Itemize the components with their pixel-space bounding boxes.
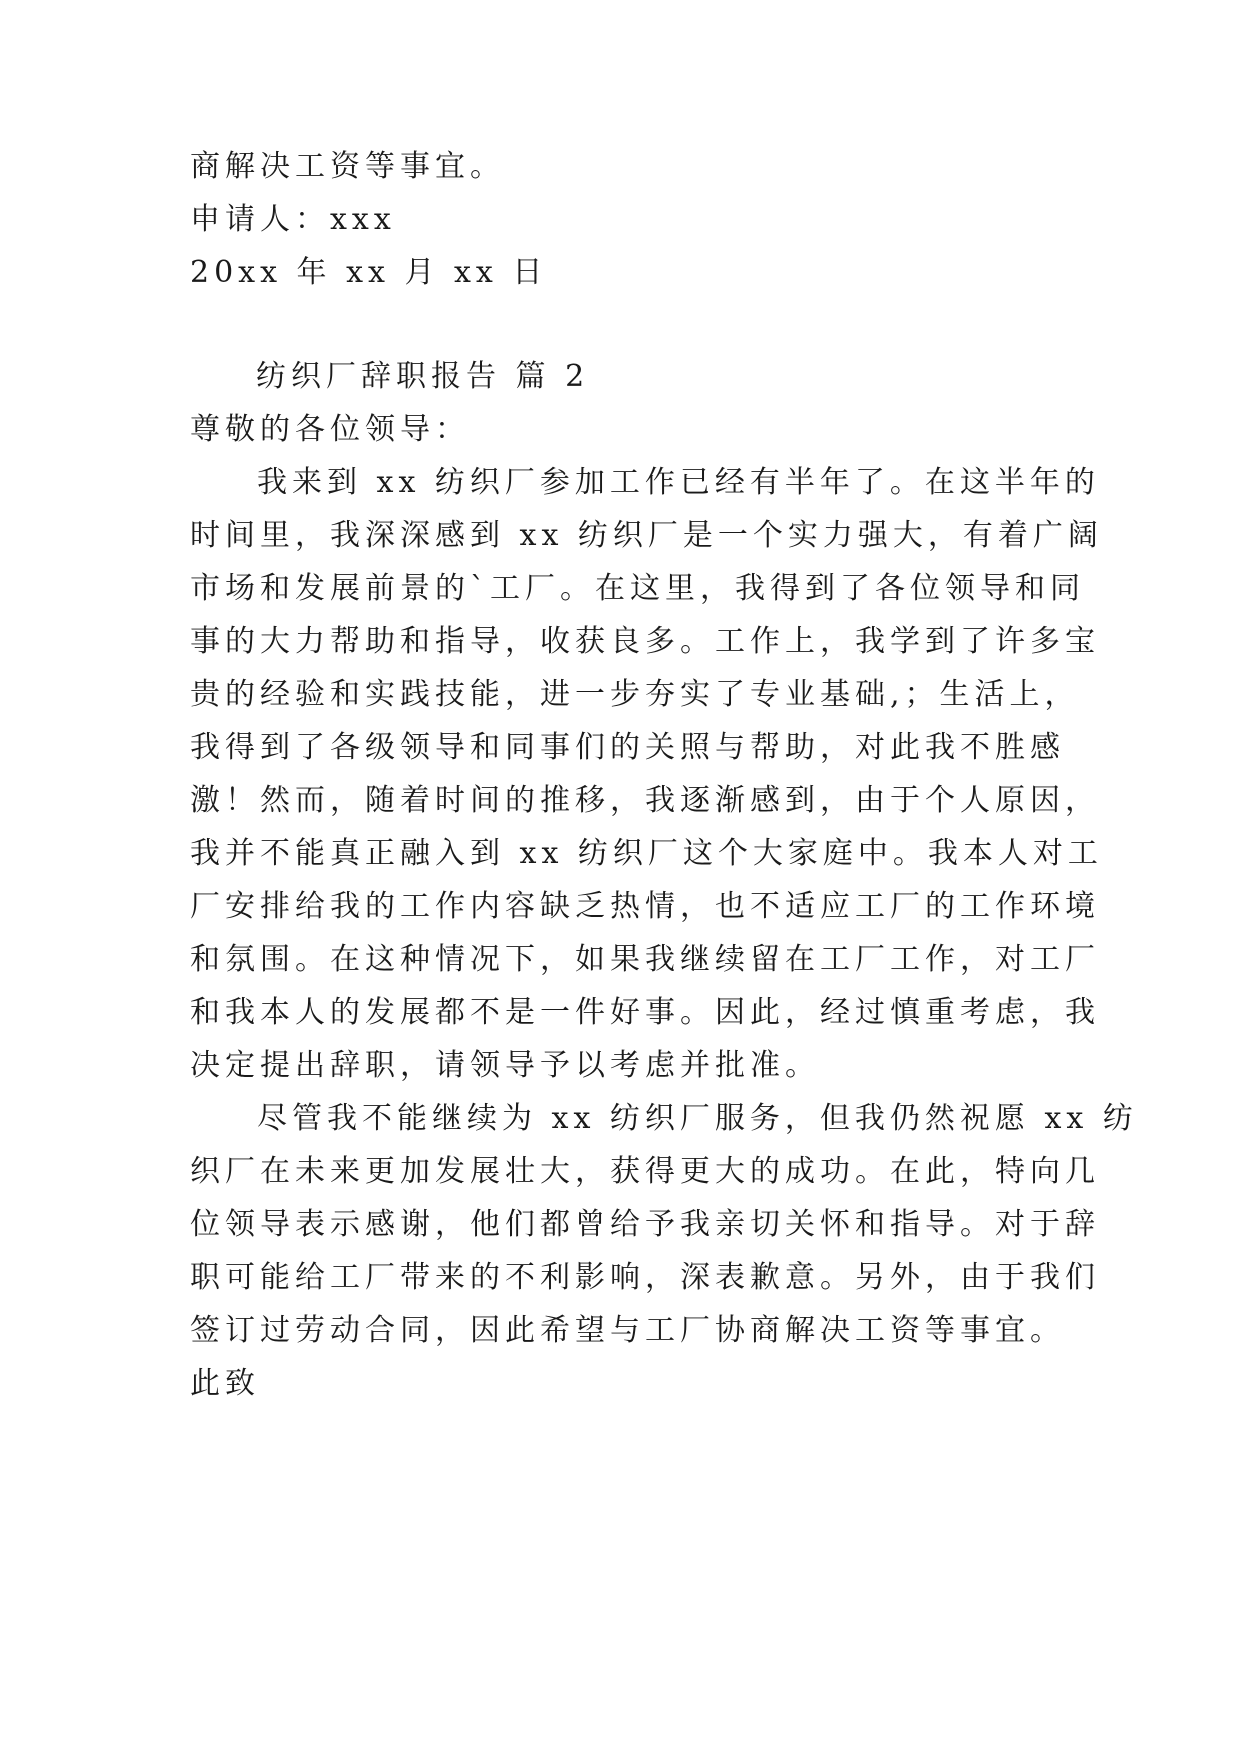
paragraph-1-line: 我得到了各级领导和同事们的关照与帮助，对此我不胜感 — [190, 730, 1065, 765]
closing-phrase: 此致 — [190, 1366, 260, 1401]
salutation: 尊敬的各位领导： — [190, 412, 470, 447]
paragraph-2-line: 尽管我不能继续为 xx 纺织厂服务，但我仍然祝愿 xx 纺 — [257, 1101, 1138, 1136]
paragraph-1-line: 和我本人的发展都不是一件好事。因此，经过慎重考虑，我 — [190, 995, 1100, 1030]
paragraph-1-line: 时间里，我深深感到 xx 纺织厂是一个实力强大，有着广阔 — [190, 518, 1103, 553]
section-title: 纺织厂辞职报告 篇 2 — [256, 359, 590, 394]
paragraph-2-line: 织厂在未来更加发展壮大，获得更大的成功。在此，特向几 — [190, 1154, 1100, 1189]
paragraph-2-line: 职可能给工厂带来的不利影响，深表歉意。另外，由于我们 — [190, 1260, 1100, 1295]
paragraph-1-line: 贵的经验和实践技能，进一步夯实了专业基础,；生活上， — [190, 677, 1080, 712]
paragraph-1-line: 事的大力帮助和指导，收获良多。工作上，我学到了许多宝 — [190, 624, 1100, 659]
paragraph-1-line: 我来到 xx 纺织厂参加工作已经有半年了。在这半年的 — [257, 465, 1100, 500]
paragraph-2-line: 位领导表示感谢，他们都曾给予我亲切关怀和指导。对于辞 — [190, 1207, 1100, 1242]
paragraph-1-line: 市场和发展前景的`工厂。在这里，我得到了各位领导和同 — [190, 571, 1085, 606]
paragraph-1-line: 激！然而，随着时间的推移，我逐渐感到，由于个人原因， — [190, 783, 1100, 818]
paragraph-1-line: 决定提出辞职，请领导予以考虑并批准。 — [190, 1048, 820, 1083]
paragraph-1-line: 厂安排给我的工作内容缺乏热情，也不适应工厂的工作环境 — [190, 889, 1100, 924]
previous-letter-signer: 申请人：xxx — [190, 202, 396, 237]
paragraph-2-line: 签订过劳动合同，因此希望与工厂协商解决工资等事宜。 — [190, 1313, 1065, 1348]
previous-letter-last-line: 商解决工资等事宜。 — [190, 149, 505, 184]
paragraph-1-line: 我并不能真正融入到 xx 纺织厂这个大家庭中。我本人对工 — [190, 836, 1103, 871]
paragraph-1-line: 和氛围。在这种情况下，如果我继续留在工厂工作，对工厂 — [190, 942, 1100, 977]
previous-letter-date: 20xx 年 xx 月 xx 日 — [190, 255, 548, 290]
